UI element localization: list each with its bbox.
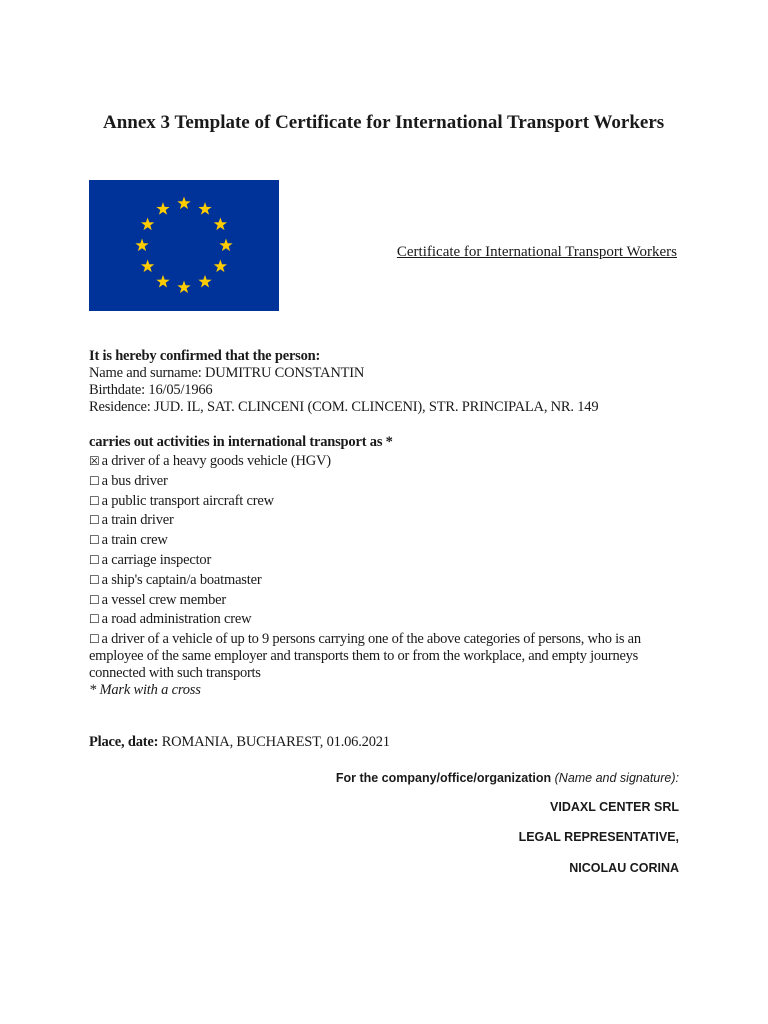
checkbox-empty-icon[interactable]: ☐ [89,632,100,647]
person-intro: It is hereby confirmed that the person: [89,348,321,364]
activity-option-label: a train crew [101,532,168,549]
signature-role: LEGAL REPRESENTATIVE, [518,830,679,844]
checkbox-checked-icon[interactable]: ☒ [89,454,100,468]
activity-option-label: a public transport aircraft crew [101,492,274,509]
activity-option-vessel-crew[interactable] [89,591,689,611]
checkbox-empty-icon[interactable]: ☐ [89,513,100,528]
place-date [89,734,390,751]
certificate-body [89,348,689,698]
checkbox-empty-icon[interactable]: ☐ [89,473,100,488]
eu-flag-icon [89,180,279,311]
activity-options [89,452,689,682]
activity-option-label: a bus driver [101,472,168,489]
activity-option-label: a road administration crew [101,611,252,628]
activity-option-label: a driver of a heavy goods vehicle (HGV) [101,453,331,469]
activity-option-label: a train driver [101,512,174,529]
signature-company-hint: (Name and signature): [554,771,679,785]
checkbox-empty-icon[interactable]: ☐ [89,592,100,607]
activity-option-train-crew[interactable] [89,531,689,551]
activity-option-small-vehicle-driver[interactable] [89,631,681,682]
place-date-label: Place, date: [89,734,159,750]
checkbox-empty-icon[interactable]: ☐ [89,612,100,627]
activity-option-label: a ship's captain/a boatmaster [101,571,262,588]
activity-option-ship-captain[interactable] [89,571,689,591]
activity-option-label: a carriage inspector [101,551,212,568]
activity-option-road-admin-crew[interactable] [89,610,689,630]
activity-option-hgv-driver[interactable] [89,452,689,472]
certificate-heading: Certificate for International Transport Workers [396,244,677,260]
checkbox-empty-icon[interactable]: ☐ [89,493,100,508]
activity-option-label: a driver of a vehicle of up to 9 persons carrying one of the above categories of persons, who is an employee of the same employer and transports them to or from the workplace, and empty journeys connected with such transports [89,631,641,682]
annex-title: Annex 3 Template of Certificate for International Transport Workers [103,112,665,133]
activities-heading: carries out activities in international transport as * [89,434,393,450]
activity-option-bus-driver[interactable] [89,472,689,492]
place-date-value: ROMANIA, BUCHAREST, 01.06.2021 [158,734,390,750]
mark-note: * Mark with a cross [89,682,201,699]
signature-company-line [336,771,679,785]
signature-company-name: VIDAXL CENTER SRL [550,800,679,814]
checkbox-empty-icon[interactable]: ☐ [89,572,100,587]
activity-option-label: a vessel crew member [101,591,226,608]
activity-option-aircraft-crew[interactable] [89,492,689,512]
person-residence-line: Residence: JUD. IL, SAT. CLINCENI (COM. CLINCENI), STR. PRINCIPALA, NR. 149 [89,399,599,415]
activity-option-carriage-inspector[interactable] [89,551,689,571]
checkbox-empty-icon[interactable]: ☐ [89,552,100,567]
checkbox-empty-icon[interactable]: ☐ [89,533,100,548]
person-birthdate-line: Birthdate: 16/05/1966 [89,382,213,398]
signature-company-label: For the company/office/organization [335,771,555,785]
person-name-line: Name and surname: DUMITRU CONSTANTIN [89,365,365,381]
activity-option-train-driver[interactable] [89,511,689,531]
signature-person-name: NICOLAU CORINA [569,861,679,875]
